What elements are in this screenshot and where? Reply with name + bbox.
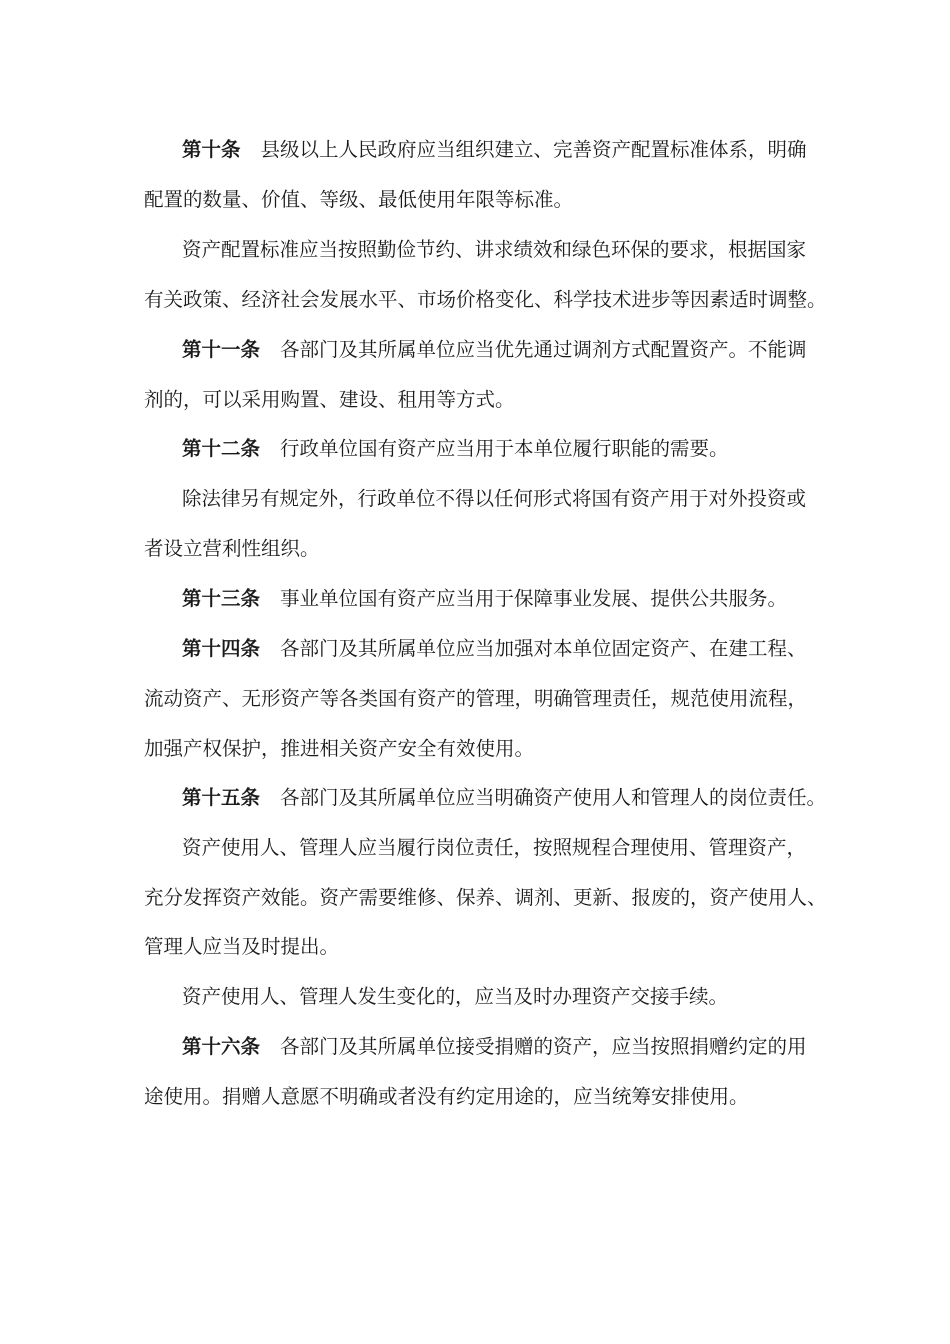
- text-line: [0, 634, 950, 664]
- line-text: 除法律另有规定外，行政单位不得以任何形式将国有资产用于对外投资或: [182, 487, 807, 510]
- line-text: 各部门及其所属单位接受捐赠的资产，应当按照捐赠约定的用: [280, 1035, 807, 1058]
- article-heading: 第十二条: [182, 437, 261, 460]
- article-heading: 第十五条: [182, 786, 261, 809]
- text-line: [0, 335, 950, 365]
- text-line: [0, 982, 950, 1012]
- article-heading: 第十六条: [182, 1035, 261, 1058]
- text-line: [0, 534, 950, 564]
- text-line: [0, 185, 950, 215]
- text-line: [0, 235, 950, 265]
- line-text: 途使用。捐赠人意愿不明确或者没有约定用途的，应当统筹安排使用。: [144, 1085, 749, 1108]
- line-text: 各部门及其所属单位应当加强对本单位固定资产、在建工程、: [280, 637, 807, 660]
- line-text: 充分发挥资产效能。资产需要维修、保养、调剂、更新、报废的，资产使用人、: [144, 886, 827, 909]
- text-line: [0, 484, 950, 514]
- line-text: 各部门及其所属单位应当明确资产使用人和管理人的岗位责任。: [280, 786, 827, 809]
- line-text: 配置的数量、价值、等级、最低使用年限等标准。: [144, 188, 574, 211]
- line-text: 者设立营利性组织。: [144, 537, 320, 560]
- text-line: [0, 1032, 950, 1062]
- text-line: [0, 434, 950, 464]
- line-text: 资产配置标准应当按照勤俭节约、讲求绩效和绿色环保的要求，根据国家: [182, 238, 807, 261]
- line-text: 资产使用人、管理人应当履行岗位责任，按照规程合理使用、管理资产，: [182, 836, 807, 859]
- line-text: 管理人应当及时提出。: [144, 935, 340, 958]
- text-line: [0, 883, 950, 913]
- text-line: [0, 684, 950, 714]
- article-heading: 第十四条: [182, 637, 261, 660]
- line-text: 剂的，可以采用购置、建设、租用等方式。: [144, 388, 515, 411]
- text-line: [0, 833, 950, 863]
- text-line: [0, 783, 950, 813]
- line-text: 行政单位国有资产应当用于本单位履行职能的需要。: [280, 437, 729, 460]
- text-line: [0, 584, 950, 614]
- text-line: [0, 932, 950, 962]
- text-line: [0, 285, 950, 315]
- line-text: 事业单位国有资产应当用于保障事业发展、提供公共服务。: [280, 587, 788, 610]
- article-heading: 第十一条: [182, 338, 261, 361]
- text-line: [0, 385, 950, 415]
- line-text: 有关政策、经济社会发展水平、市场价格变化、科学技术进步等因素适时调整。: [144, 288, 827, 311]
- text-line: [0, 1082, 950, 1112]
- text-line: [0, 734, 950, 764]
- text-line: [0, 135, 950, 165]
- article-heading: 第十三条: [182, 587, 261, 610]
- line-text: 各部门及其所属单位应当优先通过调剂方式配置资产。不能调: [280, 338, 807, 361]
- line-text: 加强产权保护，推进相关资产安全有效使用。: [144, 737, 535, 760]
- line-text: 流动资产、无形资产等各类国有资产的管理，明确管理责任，规范使用流程，: [144, 687, 808, 710]
- article-heading: 第十条: [182, 138, 241, 161]
- line-text: 资产使用人、管理人发生变化的，应当及时办理资产交接手续。: [182, 985, 729, 1008]
- line-text: 县级以上人民政府应当组织建立、完善资产配置标准体系，明确: [260, 138, 807, 161]
